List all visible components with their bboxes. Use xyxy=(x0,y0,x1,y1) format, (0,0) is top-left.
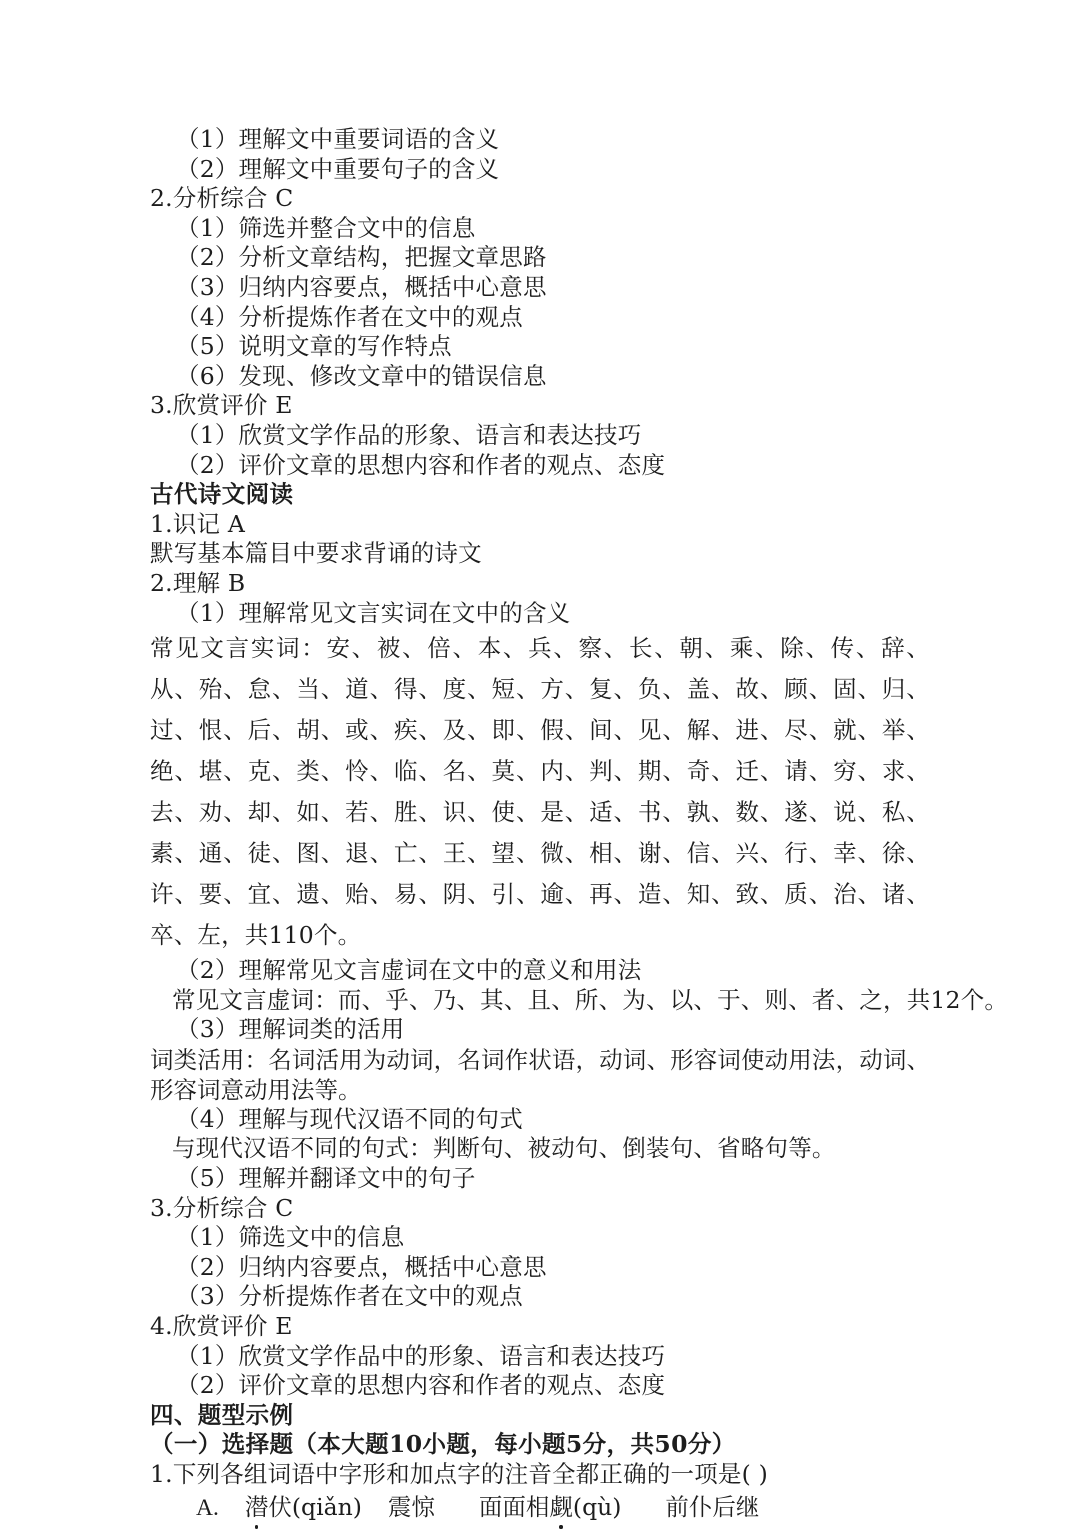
classical-shici-block xyxy=(150,628,930,956)
option-a-word1-dotted-char: 潜 xyxy=(245,1490,269,1524)
classical-memorize-body: 默写基本篇目中要求背诵的诗文 xyxy=(150,539,482,568)
modern-analysis-item-3: （3）归纳内容要点，概括中心意思 xyxy=(176,272,547,301)
classical-understand-header: 2.理解 B xyxy=(150,568,246,597)
modern-appreciation-header: 3.欣赏评价 E xyxy=(150,391,293,420)
classical-memorize-header: 1.识记 A xyxy=(150,509,246,538)
modern-appreciation-item-1: （1）欣赏文学作品的形象、语言和表达技巧 xyxy=(176,420,642,449)
modern-analysis-item-1: （1）筛选并整合文中的信息 xyxy=(176,213,476,242)
shici-label: 常见文言实词： xyxy=(150,634,327,663)
classical-understand-item-2: （2）理解常见文言虚词在文中的意义和用法 xyxy=(176,956,642,985)
examples-part-title: （一）选择题（本大题10小题，每小题5分，共50分） xyxy=(150,1430,736,1459)
classical-huoyong-paragraph: 词类活用：名词活用为动词，名词作状语，动词、形容词使动用法，动词、形容词意动用法等。 xyxy=(150,1045,930,1104)
option-a-word4: 前仆后继 xyxy=(665,1492,760,1521)
classical-analysis-item-3: （3）分析提炼作者在文中的观点 xyxy=(176,1282,523,1311)
classical-analysis-item-1: （1）筛选文中的信息 xyxy=(176,1223,405,1252)
classical-analysis-item-2: （2）归纳内容要点，概括中心意思 xyxy=(176,1252,547,1281)
section-title-classical-reading: 古代诗文阅读 xyxy=(150,480,294,509)
modern-analysis-item-2: （2）分析文章结构，把握文章思路 xyxy=(176,243,547,272)
classical-understand-item-1: （1）理解常见文言实词在文中的含义 xyxy=(176,598,571,627)
modern-level2-item-1: （1）理解文中重要词语的含义 xyxy=(176,125,500,153)
classical-jushi-line: 与现代汉语不同的句式：判断句、被动句、倒装句、省略句等。 xyxy=(172,1134,836,1163)
classical-understand-item-5: （5）理解并翻译文中的句子 xyxy=(176,1164,476,1193)
classical-analysis-header: 3.分析综合 C xyxy=(150,1193,294,1222)
modern-level2-item-2: （2）理解文中重要句子的含义 xyxy=(176,154,500,183)
option-a-word3-pre: 面面相 xyxy=(478,1492,550,1521)
classical-appreciation-item-2: （2）评价文章的思想内容和作者的观点、态度 xyxy=(176,1371,666,1400)
option-a-word2: 震惊 xyxy=(387,1492,435,1521)
classical-appreciation-item-1: （1）欣赏文学作品中的形象、语言和表达技巧 xyxy=(176,1341,666,1370)
modern-analysis-header: 2.分析综合 C xyxy=(150,184,294,213)
option-a-word3-rest: (qù) xyxy=(572,1492,622,1521)
modern-analysis-item-4: （4）分析提炼作者在文中的观点 xyxy=(176,302,523,331)
document-body xyxy=(150,125,1009,1525)
examples-option-a xyxy=(150,1490,930,1525)
option-a-word3-dotted-char: 觑 xyxy=(549,1490,573,1524)
classical-understand-item-3: （3）理解词类的活用 xyxy=(176,1015,405,1044)
option-a-word1-rest: 伏(qiǎn) xyxy=(268,1492,362,1521)
classical-xuci-line: 常见文言虚词：而、乎、乃、其、且、所、为、以、于、则、者、之，共12个。 xyxy=(172,985,1009,1014)
classical-appreciation-header: 4.欣赏评价 E xyxy=(150,1312,293,1341)
classical-understand-item-4: （4）理解与现代汉语不同的句式 xyxy=(176,1104,523,1133)
option-a-label: A. xyxy=(196,1494,219,1521)
modern-analysis-item-6: （6）发现、修改文章中的错误信息 xyxy=(176,361,547,390)
shici-list: 安、被、倍、本、兵、察、长、朝、乘、除、传、辞、从、殆、怠、当、道、得、度、短、方、复、负、盖、故、顾、固、归、过、恨、后、胡、或、疾、及、即、假、间、见、解、进、尽、就、举、绝、堪、克、类、怜、临、名、莫、内、判、期、奇、迁、请、穷、求、去、劝、却、如、若、胜、识、使、是、适、书、孰、数、遂、说、私、素、通、徒、图、退、亡、王、望、微、相、谢、信、兴、行、幸、徐、许、要、宜、遗、贻、易、阴、引、逾、再、造、知、致、质、治、诸、卒、左，共110个。 xyxy=(150,634,930,950)
modern-appreciation-item-2: （2）评价文章的思想内容和作者的观点、态度 xyxy=(176,450,666,479)
examples-question-1: 1.下列各组词语中字形和加点字的注音全都正确的一项是( ) xyxy=(150,1460,769,1488)
modern-analysis-item-5: （5）说明文章的写作特点 xyxy=(176,332,452,361)
section-title-examples: 四、题型示例 xyxy=(150,1400,294,1429)
